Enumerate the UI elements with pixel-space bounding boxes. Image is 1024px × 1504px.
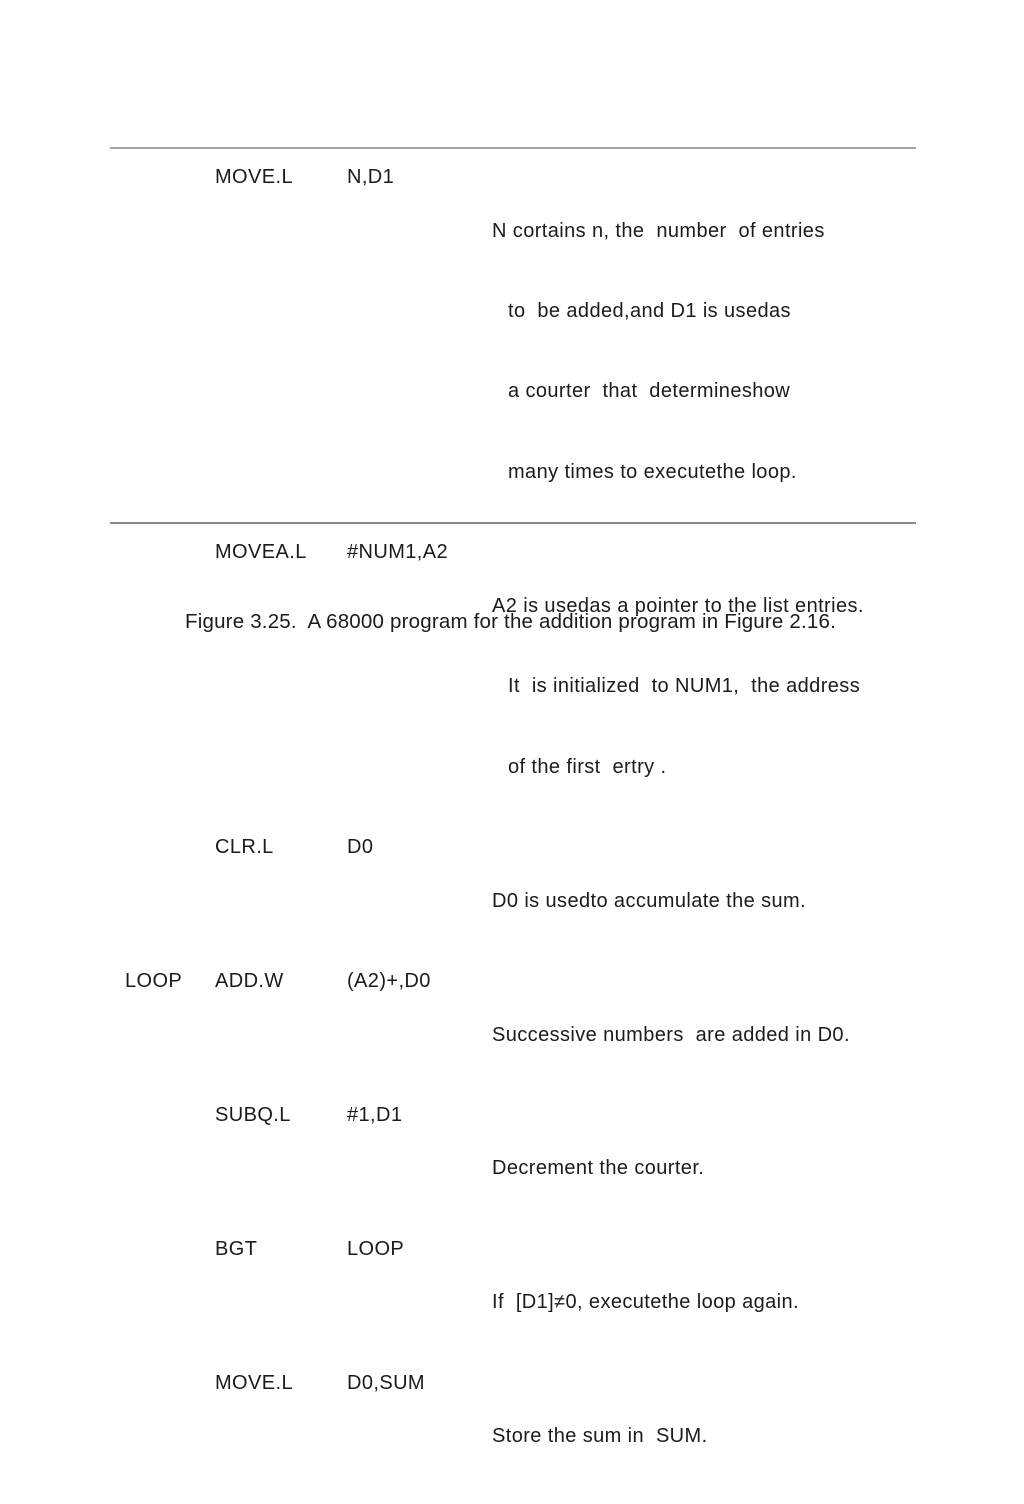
operand-cell: #1,D1	[347, 1103, 403, 1126]
comment-line: Decrement the courter.	[492, 1157, 705, 1180]
assembly-program-listing	[125, 164, 915, 1504]
mnemonic-cell: ADD.W	[215, 969, 284, 992]
table-rule-top	[110, 147, 916, 149]
mnemonic-cell: MOVEA.L	[215, 541, 307, 564]
mnemonic-cell: BGT	[215, 1237, 258, 1260]
comment-cell	[492, 164, 915, 539]
comment-line: of the first ertry .	[508, 755, 667, 778]
comment-cell	[492, 1102, 915, 1236]
instruction-row	[125, 1370, 915, 1504]
operand-cell: N,D1	[347, 166, 395, 188]
instruction-row	[125, 968, 915, 1102]
instruction-row	[125, 1236, 915, 1370]
mnemonic-cell: CLR.L	[215, 835, 274, 858]
instruction-row	[125, 539, 915, 834]
instruction-row	[125, 164, 915, 539]
comment-cell	[492, 834, 915, 968]
mnemonic-cell: MOVE.L	[215, 166, 293, 188]
operand-cell: LOOP	[347, 1237, 405, 1260]
comment-line: many times to executethe loop.	[508, 460, 797, 483]
comment-line: D0 is usedto accumulate the sum.	[492, 889, 807, 912]
table-rule-bottom	[110, 522, 916, 524]
operand-cell: D0,SUM	[347, 1371, 425, 1394]
instruction-row	[125, 834, 915, 968]
figure-caption: Figure 3.25. A 68000 program for the addition program in Figure 2.16.	[185, 610, 837, 633]
operand-cell: #NUM1,A2	[347, 541, 449, 564]
comment-line: A2 is usedas a pointer to the list entries.	[492, 594, 864, 617]
comment-line: to be added,and D1 is usedas	[508, 299, 791, 322]
comment-cell	[492, 539, 915, 834]
instruction-row	[125, 1102, 915, 1236]
operand-cell: (A2)+,D0	[347, 969, 431, 992]
comment-line: If [D1]≠0, executethe loop again.	[492, 1291, 799, 1314]
comment-line: N cortains n, the number of entries	[492, 219, 825, 242]
comment-cell	[492, 1370, 915, 1504]
comment-line: Store the sum in SUM.	[492, 1425, 708, 1448]
comment-cell	[492, 968, 915, 1102]
mnemonic-cell: SUBQ.L	[215, 1103, 291, 1126]
comment-line: Successive numbers are added in D0.	[492, 1023, 850, 1046]
comment-line: It is initialized to NUM1, the address	[508, 675, 861, 698]
comment-line: a courter that determineshow	[508, 380, 791, 403]
mnemonic-cell: MOVE.L	[215, 1371, 293, 1394]
label-cell: LOOP	[125, 969, 183, 992]
comment-cell	[492, 1236, 915, 1370]
operand-cell: D0	[347, 835, 374, 858]
